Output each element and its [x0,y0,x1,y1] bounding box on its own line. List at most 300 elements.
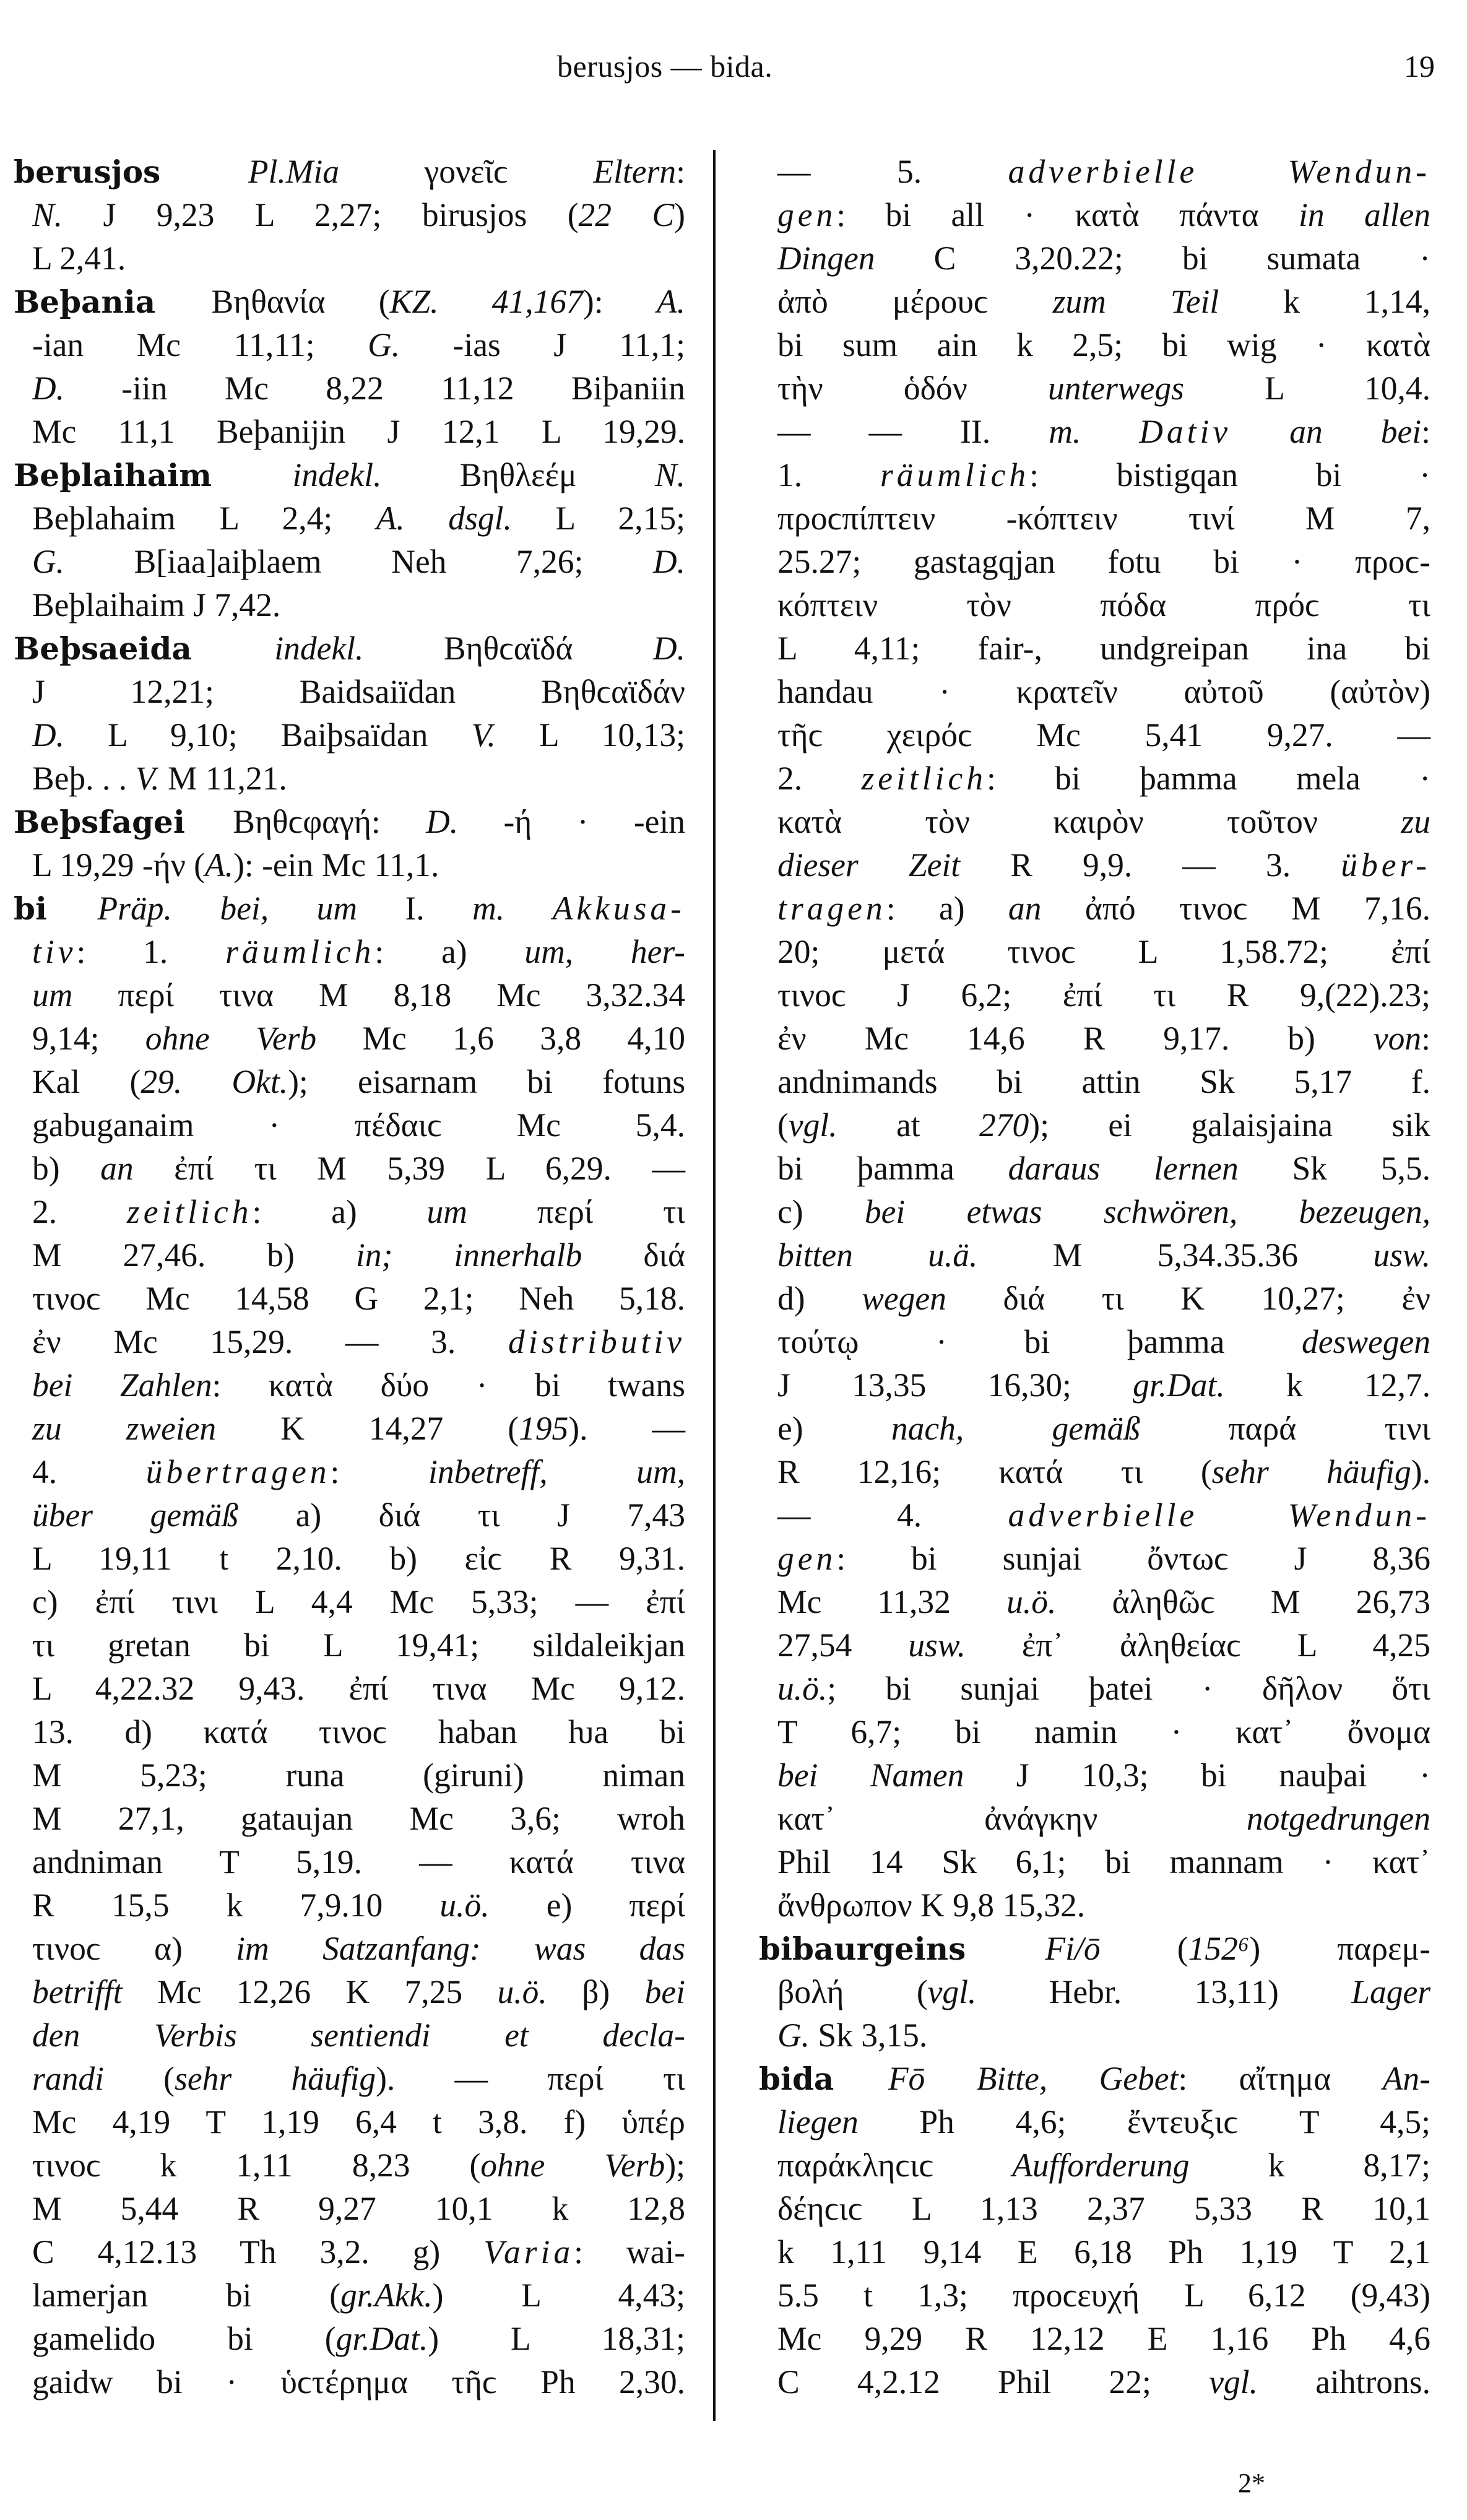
text-run: ) παρεμ- [1249,1930,1430,1967]
text-run: J 13,35 16,30; [777,1366,1133,1404]
text-run: 25.27; gastagqjan fotu bi · προϲ- [777,543,1430,580]
entry-line [14,1363,685,1407]
italic-gloss: deswegen [1302,1323,1430,1360]
text-run: C 4,2.12 Phil 22; [777,2363,1210,2401]
entry-line [759,193,1430,237]
italic-gloss: u.ä. [928,1236,978,1274]
italic-gloss: D. [652,630,685,667]
entry-line [14,1060,685,1103]
entry-line [759,2274,1430,2317]
text-run: aihtrons. [1257,2363,1430,2401]
text-run: k 1,11 9,14 E 6,18 Ph 1,19 T 2,1 [777,2233,1430,2270]
entry-line [759,2144,1430,2187]
text-run: γονεῖϲ [424,153,594,190]
entry-headword-line [14,150,685,193]
italic-gloss: D. [32,370,65,407]
text-run: andniman T 5,19. — κατά τινα [32,1843,685,1880]
text-run: L 2,41. [32,240,126,277]
text-run: 1. [777,456,880,493]
entry-line [759,2100,1430,2144]
entry-line [759,2230,1430,2274]
italic-gloss: inbetreff, um, [428,1453,685,1490]
italic-gloss: adverbielle Wendun- [1008,1497,1430,1534]
text-run: περί τινα M 8,18 Mc 3,32.34 [72,976,685,1014]
text-run: τινοϲ α) [32,1930,236,1967]
entry-line [14,1450,685,1493]
italic-gloss: G. [777,2017,810,2054]
entry-line [14,1103,685,1147]
entry-line [14,1927,685,1970]
text-run: k 8,17; [1189,2147,1430,2184]
italic-gloss: an [100,1150,134,1187]
italic-gloss: Dingen [777,240,875,277]
italic-gloss: sehr häufig [175,2060,376,2097]
entry-line [759,150,1430,193]
text-run: ). [1411,1453,1430,1490]
italic-gloss: betrifft [32,1973,123,2010]
italic-gloss: an bei [1289,413,1422,450]
headword: bi [14,890,98,927]
text-run: Hebr. 13,11) [976,1973,1352,2010]
text-run [504,890,553,927]
text-run: Βηθλεέμ [381,456,655,493]
italic-gloss: An- [1382,2060,1430,2097]
italic-gloss: über- [1341,846,1430,884]
entry-line [14,1277,685,1320]
entry-line [759,757,1430,800]
entry-line [759,280,1430,323]
entry-line [14,1537,685,1580]
entry-line [759,713,1430,757]
headword: Beþania [14,284,212,320]
italic-gloss: m. [1049,413,1081,450]
entry-line [14,1017,685,1060]
italic-gloss: räumlich [225,933,375,970]
entry-headword-line [14,453,685,497]
entry-line [759,410,1430,453]
text-run: παράκληϲιϲ [777,2147,1013,2184]
italic-gloss: bei Zahlen [32,1366,212,1404]
italic-gloss: indekl. [292,456,382,493]
italic-gloss: Präp. bei, um [97,890,357,927]
entry-line [759,2317,1430,2360]
entry-line [14,540,685,583]
italic-gloss: dieser Zeit [777,846,961,884]
italic-gloss: N. [32,196,63,233]
entry-line [759,453,1430,497]
italic-gloss: sehr häufig [1211,1453,1411,1490]
italic-gloss: usw. [908,1627,966,1664]
entry-line [759,583,1430,627]
text-run: e) περί [489,1887,685,1924]
text-run: : αἴτημα [1178,2060,1383,2097]
text-run: : bi þamma mela · [986,760,1431,797]
text-run: handau · κρατεῖν αὐτοῦ (αὐτὸν) [777,673,1430,710]
italic-gloss: tiv [32,933,77,970]
entry-line [14,713,685,757]
text-run [1231,413,1289,450]
text-run [1081,413,1139,450]
entry-line [759,1320,1430,1363]
entry-headword-line [759,1927,1430,1970]
text-run: διά τι K 10,27; ἐν [946,1280,1430,1317]
italic-gloss: D. [426,803,459,840]
italic-gloss: über gemäß [32,1497,239,1534]
italic-gloss: an [1008,890,1042,927]
text-run: Kal ( [32,1063,141,1100]
italic-gloss: randi [32,2060,104,2097]
text-run: διά [582,1236,685,1274]
entry-line [759,800,1430,843]
entry-line [14,1710,685,1753]
entry-line [759,627,1430,670]
entry-line [14,1233,685,1277]
italic-gloss: ohne Verb [480,2147,665,2184]
text-run: δέηϲιϲ L 1,13 2,37 5,33 R 10,1 [777,2190,1430,2227]
entry-line [759,1753,1430,1797]
text-run: M 5,23; runa (giruni) niman [32,1757,685,1794]
text-run: προϲπίπτειν -κόπτειν τινί M 7, [777,500,1430,537]
entry-line [759,1580,1430,1623]
entry-line [14,2057,685,2100]
entry-line [14,1883,685,1927]
italic-gloss: notgedrungen [1246,1800,1430,1837]
italic-gloss: zu [1401,803,1430,840]
italic-gloss: im Satzanfang: was das [236,1930,685,1967]
text-run: M 11,21. [159,760,287,797]
text-run: L 4,22.32 9,43. ἐπί τινα Mc 9,12. [32,1670,685,1707]
entry-line [14,2144,685,2187]
text-run: J 10,3; bi nauþai · [964,1757,1430,1794]
entry-line [759,1233,1430,1277]
italic-gloss: Akkusa- [552,890,685,927]
entry-line [14,1407,685,1450]
text-run: — 4. [777,1497,1008,1534]
italic-gloss: Aufforderung [1012,2147,1190,2184]
text-run: L 10,13; [495,716,686,754]
text-run: Mc 12,26 K 7,25 [122,1973,498,2010]
entry-line [14,410,685,453]
italic-gloss: Eltern [593,153,677,190]
text-run: L 19,11 t 2,10. b) εἰϲ R 9,31. [32,1540,685,1577]
text-run: gamelido bi ( [32,2320,336,2357]
signature-mark: 2* [1238,2468,1265,2498]
headword: berusjos [14,154,248,190]
headword: Beþsaeida [14,630,275,667]
entry-line [14,670,685,713]
italic-gloss: von [1373,1020,1422,1057]
text-run: Βηθϲαϊδά [363,630,653,667]
text-run: ἄνθρωπον K 9,8 15,32. [777,1887,1086,1924]
entry-line [14,2274,685,2317]
italic-gloss: vgl. [788,1106,837,1144]
column-divider [713,150,716,2421]
italic-gloss: G. [32,543,65,580]
entry-line [14,2100,685,2144]
italic-gloss: A. [656,283,685,320]
text-run: Mc 11,1 Beþanijin J 12,1 L 19,29. [32,413,685,450]
text-run: ). — [568,1410,685,1447]
text-run: — — II. [777,413,1049,450]
entry-line [759,973,1430,1017]
text-run: M 5,44 R 9,27 10,1 k 12,8 [32,2190,685,2227]
entry-line [759,930,1430,973]
text-run: ἀπὸ μέρουϲ [777,283,1053,320]
italic-gloss: bei etwas schwören, bezeugen, [864,1193,1430,1230]
text-run: ); eisarnam bi fotuns [288,1063,686,1100]
entry-line [759,2014,1430,2057]
italic-gloss: distributiv [508,1323,685,1360]
text-run: ; bi sunjai þatei · δῆλον ὅτι [827,1670,1430,1707]
text-run: τινοϲ J 6,2; ἐπί τι R 9,(22).23; [777,976,1430,1014]
italic-gloss: bei Namen [777,1757,964,1794]
text-run: ἐπί τι M 5,39 L 6,29. — [133,1150,685,1187]
text-run: : a) [252,1193,427,1230]
entry-line [14,323,685,367]
text-run: 9,14; [32,1020,145,1057]
text-run: Βηθϲφαγή: [233,803,426,840]
entry-line [14,2230,685,2274]
entry-line [759,1147,1430,1190]
italic-gloss: um [32,976,73,1014]
text-run: Mc 11,32 [777,1583,1007,1620]
entry-line [14,193,685,237]
text-run: Beþlahaim L 2,4; [32,500,376,537]
text-run: L 4,11; fair-, undgreipan ina bi [777,630,1430,667]
text-run: ἐπ᾽ ἀληθείαϲ L 4,25 [965,1627,1430,1664]
text-run: : wai- [574,2233,685,2270]
headword: bibaurgeins [759,1931,1045,1967]
entry-line [759,887,1430,930]
italic-gloss: gen [777,196,837,233]
italic-gloss: Fi/ō [1045,1930,1101,1967]
entry-line [14,843,685,887]
text-run: Sk 3,15. [810,2017,928,2054]
text-run: L 2,15; [511,500,686,537]
text-run: L 9,10; Baiþsaïdan [64,716,472,754]
text-run: Phil 14 Sk 6,1; bi mannam · κατ᾽ [777,1843,1430,1880]
italic-gloss: D. [32,716,65,754]
entry-line [759,1363,1430,1407]
entry-line [14,1580,685,1623]
italic-gloss: usw. [1373,1236,1430,1274]
text-run: d) [777,1280,862,1317]
text-run: 27,54 [777,1627,909,1664]
italic-gloss: bitten [777,1236,853,1274]
italic-gloss: adverbielle Wendun- [1008,153,1430,190]
entry-line [759,1450,1430,1493]
italic-gloss: 22 C [578,196,675,233]
running-head [0,48,1467,92]
text-run: ἐν Mc 14,6 R 9,17. b) [777,1020,1374,1057]
italic-gloss: ohne Verb [145,1020,317,1057]
text-run: ἀπό τινοϲ M 7,16. [1041,890,1430,927]
text-run: a) διά τι J 7,43 [238,1497,685,1534]
text-run: περί τι [467,1193,685,1230]
text-run: : [1421,413,1430,450]
italic-gloss: m. [472,890,505,927]
text-run: K 14,27 ( [216,1410,519,1447]
entry-line [14,2360,685,2404]
entry-line [759,1970,1430,2014]
italic-gloss: A. [205,846,234,884]
italic-gloss: 29. Okt. [141,1063,288,1100]
headword: bida [759,2061,888,2097]
text-run: κατ᾽ ἀνάγκην [777,1800,1247,1837]
text-run: R 15,5 k 7,9.10 [32,1887,440,1924]
text-run [853,1236,928,1274]
text-run: ) L 18,31; [428,2320,685,2357]
text-run: τινοϲ k 1,11 8,23 ( [32,2147,481,2184]
text-run: ): -ein Mc 11,1. [233,846,439,884]
italic-gloss: in; innerhalb [355,1236,582,1274]
text-run: bi sum ain k 2,5; bi wig · κατὰ [777,326,1430,363]
text-run: k 1,14, [1219,283,1431,320]
italic-gloss: zeitlich [861,760,987,797]
entry-headword-line [14,627,685,670]
entry-line [759,1060,1430,1103]
text-run: andnimands bi attin Sk 5,17 f. [777,1063,1430,1100]
italic-gloss: indekl. [274,630,364,667]
entry-line [14,367,685,410]
entry-line [14,1190,685,1233]
text-run: gaidw bi · ὑϲτέρημα τῆϲ Ph 2,30. [32,2363,685,2401]
text-run: J 9,23 L 2,27; birusjos ( [63,196,579,233]
entry-line [14,1753,685,1797]
text-run: M 27,1, gataujan Mc 3,6; wroh [32,1800,685,1837]
entry-line [759,367,1430,410]
italic-gloss: vgl. [1209,2363,1258,2401]
italic-gloss: gen [777,1540,837,1577]
entry-line [14,2317,685,2360]
text-run: κόπτειν τὸν πόδα πρόϲ τι [777,586,1430,623]
text-run: : [330,1453,428,1490]
left-column [14,150,685,2404]
italic-gloss: V. [471,716,496,754]
italic-gloss: A. dsgl. [376,500,512,537]
italic-gloss: gr.Akk. [340,2277,433,2314]
italic-gloss: gr.Dat. [335,2320,428,2357]
entry-line [759,540,1430,583]
text-run: Beþ. . . [32,760,136,797]
text-run: gabuganaim · πέδαιϲ Mc 5,4. [32,1106,685,1144]
italic-gloss: um, her- [524,933,685,970]
text-run: c) [777,1193,865,1230]
text-run: ); [665,2147,685,2184]
entry-line [14,1493,685,1537]
text-run: at [837,1106,980,1144]
text-run: Sk 5,5. [1238,1150,1430,1187]
text-run: β) [547,1973,645,2010]
entry-line [759,1277,1430,1320]
text-run: : bi all · κατὰ πάντα [836,196,1299,233]
entry-line [759,1407,1430,1450]
text-run: ἀληθῶϲ M 26,73 [1056,1583,1430,1620]
italic-gloss: V. [135,760,160,797]
italic-gloss: daraus lernen [1008,1150,1239,1187]
text-run: M 27,46. b) [32,1236,356,1274]
text-run: bi þamma [777,1150,1008,1187]
text-run: ( [1100,1930,1188,1967]
entry-line [759,237,1430,280]
text-run: : a) [886,890,1008,927]
italic-gloss: KZ. 41,167 [389,283,583,320]
text-run: -ή · -ein [458,803,685,840]
text-run: 13. d) κατά τινοϲ haban ƕa bi [32,1713,685,1750]
entry-line [759,1190,1430,1233]
text-run: J 12,21; Baidsaiïdan Βηθϲαϊδάν [32,673,685,710]
entry-line [14,583,685,627]
italic-gloss: zu zweien [32,1410,217,1447]
entry-headword-line [759,2057,1430,2100]
entry-line [14,2014,685,2057]
text-run: Βηθανία ( [211,283,390,320]
text-run: -ian Mc 11,11; [32,326,368,363]
entry-line [14,757,685,800]
text-run: Ph 4,6; ἔντευξιϲ T 4,5; [858,2103,1430,2140]
entry-line [14,1797,685,1840]
entry-line [14,930,685,973]
italic-gloss: zeitlich [126,1193,253,1230]
entry-line [759,1883,1430,1927]
text-run: 4. [32,1453,146,1490]
text-run: 2. [32,1193,127,1230]
entry-line [759,1537,1430,1580]
text-run: Mc 1,6 3,8 4,10 [316,1020,685,1057]
italic-gloss: u.ö. [1006,1583,1057,1620]
text-run: τι gretan bi L 19,41; sildaleikjan [32,1627,685,1664]
text-run: c) ἐπί τινι L 4,4 Mc 5,33; — ἐπί [32,1583,685,1620]
text-run: 5.5 t 1,3; προϲευχή L 6,12 (9,43) [777,2277,1430,2314]
italic-gloss: liegen [777,2103,859,2140]
text-run: e) [777,1410,891,1447]
entry-line [14,1623,685,1667]
text-run: παρά τινι [1140,1410,1430,1447]
text-run: R 9,9. — 3. [960,846,1341,884]
text-run: — 5. [777,153,1008,190]
right-column [759,150,1430,2404]
italic-gloss: in allen [1299,196,1431,233]
italic-gloss: 195 [519,1410,569,1447]
italic-gloss: den Verbis sentiendi et decla- [32,2017,685,2054]
text-run: ); ei galaisjaina sik [1029,1106,1430,1144]
entry-line [14,237,685,280]
entry-line [14,2187,685,2230]
entry-line [759,1667,1430,1710]
entry-line [14,973,685,1017]
entry-line [759,1017,1430,1060]
text-run: C 4,12.13 Th 3,2. g) [32,2233,484,2270]
text-run: ) L 4,43; [432,2277,686,2314]
text-run: Mc 4,19 T 1,19 6,4 t 3,8. f) ὑπέρ [32,2103,685,2140]
italic-gloss: tragen [777,890,886,927]
entry-line [14,1840,685,1883]
text-run: ): [582,283,657,320]
text-run: : a) [374,933,525,970]
text-run: lamerjan bi ( [32,2277,341,2314]
italic-gloss: Dativ [1139,413,1232,450]
text-run: b) [32,1150,101,1187]
italic-gloss: um [426,1193,467,1230]
entry-line [14,1147,685,1190]
text-run: T 6,7; bi namin · κατ᾽ ὄνομα [777,1713,1430,1750]
text-run: τούτῳ · bi þamma [777,1323,1302,1360]
text-run: : 1. [76,933,226,970]
text-run: : [1421,1020,1430,1057]
entry-line [14,1667,685,1710]
entry-line [759,2187,1430,2230]
entry-line [759,1710,1430,1753]
